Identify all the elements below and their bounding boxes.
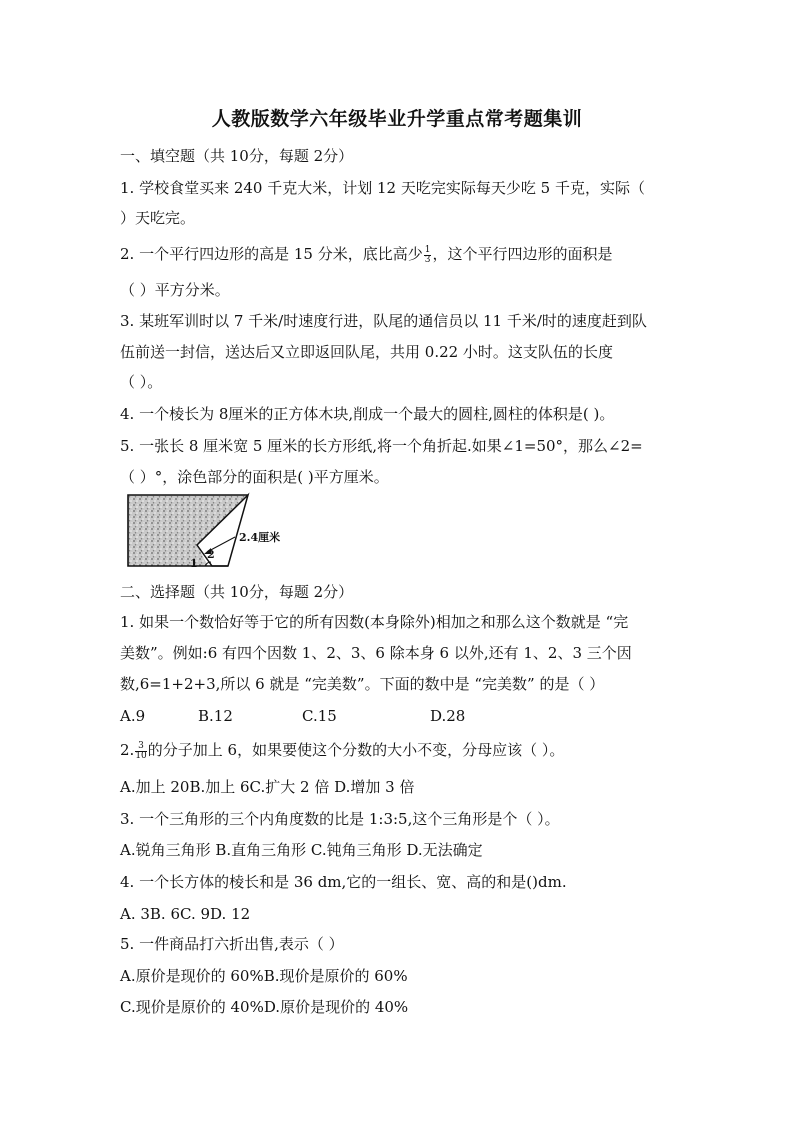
angle-1-label: 1 (190, 557, 198, 570)
s2-q1-line3: 数,6=1+2+3,所以 6 就是 “完美数”。下面的数中是 “完美数” 的是（ ） (120, 675, 605, 693)
angle-2-label: 2 (207, 548, 215, 561)
fraction-three-tenths (135, 742, 146, 761)
s1-q2-line1 (120, 244, 612, 265)
fraction-one-third (424, 246, 432, 265)
s2-q1-line1: 1. 如果一个数恰好等于它的所有因数(本身除外)相加之和那么这个数就是 “完 (120, 613, 629, 631)
s1-q1-line2: ）天吃完。 (120, 209, 196, 227)
s2-q1-option-b: B.12 (198, 707, 233, 725)
s2-q2-options: A.加上 20B.加上 6C.扩大 2 倍 D.增加 3 倍 (120, 778, 415, 796)
s1-q5-line1: 5. 一张长 8 厘米宽 5 厘米的长方形纸,将一个角折起.如果∠1=50°，那么∠2= (120, 437, 643, 455)
s1-q2-text-post: ，这个平行四边形的面积是 (432, 245, 613, 263)
section1-heading: 一、填空题（共 10分，每题 2分） (120, 147, 354, 165)
fraction-numerator: 1 (424, 244, 431, 255)
s1-q3-line3: （ ）。 (120, 373, 163, 391)
s2-q1-option-a: A.9 (120, 707, 146, 725)
s1-q2-text-pre: 2. 一个平行四边形的高是 15 分米，底比高少 (120, 245, 423, 263)
s2-q1-line2: 美数”。例如:6 有四个因数 1、2、3、6 除本身 6 以外,还有 1、2、3 三个因 (120, 644, 632, 662)
page-title: 人教版数学六年级毕业升学重点常考题集训 (211, 108, 583, 130)
s2-q5-options-line1: A.原价是现价的 60%B.现价是原价的 60% (120, 967, 408, 985)
s2-q4-options: A. 3B. 6C. 9D. 12 (120, 905, 251, 923)
s2-q1-option-c: C.15 (302, 707, 337, 725)
s2-q2-line (120, 740, 564, 761)
fraction-numerator: 3 (135, 742, 146, 752)
s2-q2-number: 2. (120, 741, 135, 759)
s2-q3-options: A.锐角三角形 B.直角三角形 C.钝角三角形 D.无法确定 (120, 841, 483, 859)
s1-q1-line1: 1. 学校食堂买来 240 千克大米，计划 12 天吃完实际每天少吃 5 千克，实际（ (120, 179, 645, 197)
s2-q4-text: 4. 一个长方体的棱长和是 36 dm,它的一组长、宽、高的和是()dm. (120, 873, 567, 891)
s1-q4: 4. 一个棱长为 8厘米的正方体木块,削成一个最大的圆柱,圆柱的体积是( )。 (120, 405, 615, 423)
s1-q3-line2: 伍前送一封信，送达后又立即返回队尾，共用 0.22 小时。这支队伍的长度 (120, 343, 613, 361)
s2-q2-text: 的分子加上 6，如果要使这个分数的大小不变，分母应该（ ）。 (147, 741, 565, 759)
s1-q3-line1: 3. 某班军训时以 7 千米/时速度行进，队尾的通信员以 11 千米/时的速度赶到队 (120, 312, 647, 330)
length-label: 2.4厘米 (239, 531, 281, 544)
s2-q3-text: 3. 一个三角形的三个内角度数的比是 1:3:5,这个三角形是个（ ）。 (120, 810, 560, 828)
s1-q2-line2: （ ）平方分米。 (120, 281, 230, 299)
folded-paper-figure (127, 492, 297, 570)
s2-q5-text: 5. 一件商品打六折出售,表示（ ） (120, 935, 344, 953)
s2-q5-options-line2: C.现价是原价的 40%D.原价是现价的 40% (120, 998, 409, 1016)
s1-q5-line2: （ ）°，涂色部分的面积是( )平方厘米。 (120, 468, 389, 486)
section2-heading: 二、选择题（共 10分，每题 2分） (120, 583, 354, 601)
fraction-denominator: 3 (424, 254, 431, 265)
s2-q1-option-d: D.28 (430, 707, 466, 725)
fraction-denominator: 10 (135, 750, 147, 761)
